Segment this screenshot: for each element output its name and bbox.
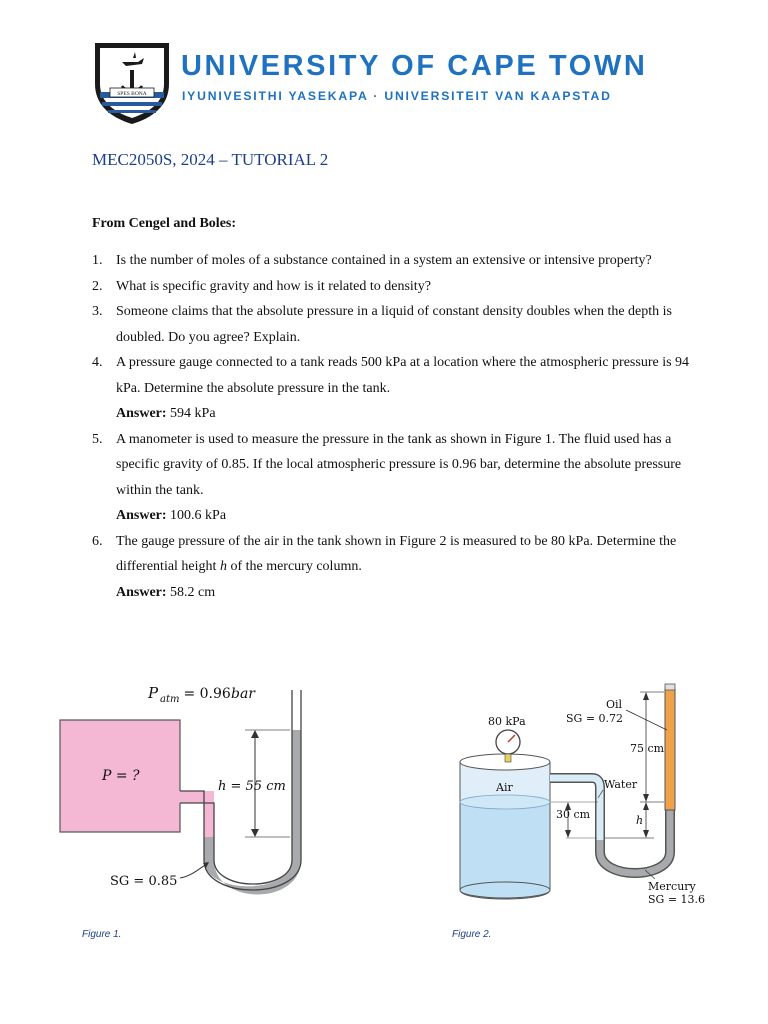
pipe-pink-vertical (204, 791, 214, 837)
sg-label: SG = 0.85 (110, 874, 178, 889)
answer-line (116, 401, 692, 427)
question-text: A manometer is used to measure the pressure in the tank as shown in Figure 1. The fluid used has a specific gravity of 0.85. If the local atmospheric pressure is 0.96 bar, determine the absolute pressure within the tank. (116, 431, 682, 498)
header (92, 40, 692, 130)
answer-line (116, 503, 692, 529)
figure-1-manometer (0, 670, 420, 930)
figure-2-manometer (440, 670, 740, 920)
patm-value: = 0.96 (179, 686, 236, 702)
figure-1-caption: Figure 1. (82, 929, 122, 940)
answer-label: Answer: (116, 584, 167, 600)
oil-column (665, 688, 675, 810)
manometer-fluid (204, 730, 301, 895)
answer-value: 58.2 cm (166, 584, 216, 600)
patm-symbol: P (148, 684, 159, 702)
question-number: 5. (92, 431, 103, 447)
mercury-label: Mercury (648, 880, 696, 893)
mercury-fluid (600, 810, 670, 873)
dim-arrow-down (251, 829, 259, 837)
question-text: Someone claims that the absolute pressure in a liquid of constant density doubles when the depth is doubled. Do you agree? Explain. (116, 304, 673, 345)
pipe-pink-horizontal (178, 791, 204, 803)
mercury-sg-label: SG = 13.6 (648, 893, 706, 906)
question-2 (92, 274, 692, 300)
question-number: 6. (92, 533, 103, 549)
oil-label: Oil (606, 698, 623, 711)
question-number: 1. (92, 253, 103, 268)
answer-label: Answer: (116, 508, 167, 523)
question-5 (92, 427, 692, 529)
patm-subscript: atm (160, 694, 180, 705)
question-list (92, 248, 692, 605)
figures (0, 670, 768, 970)
document-title: MEC2050S, 2024 – TUTORIAL 2 (92, 150, 329, 169)
answer-value: 100.6 kPa (166, 508, 227, 523)
gauge-label: 80 kPa (488, 715, 526, 728)
question-text: A pressure gauge connected to a tank reads 500 kPa at a location where the atmospheric pressure is 94 kPa. Determine the absolute pressure in the tank. (116, 355, 690, 396)
water-height-label: 30 cm (556, 808, 591, 821)
answer-value: 594 kPa (166, 406, 216, 421)
uct-crest-logo (92, 40, 172, 126)
university-subtitle: IYUNIVESITHI YASEKAPA · UNIVERSITEIT VAN KAAPSTAD (182, 89, 612, 103)
question-4 (92, 350, 692, 427)
question-6 (92, 529, 692, 606)
question-text: Is the number of moles of a substance contained in a system an extensive or intensive property? (116, 253, 652, 268)
air-label: Air (496, 781, 513, 794)
oil-sg-label: SG = 0.72 (566, 712, 624, 725)
question-1 (92, 248, 692, 274)
crest-motto: SPES BONA (117, 91, 147, 97)
height-label: h = 55 cm (218, 779, 286, 794)
question-text: The gauge pressure of the air in the tank shown in Figure 2 is measured to be 80 kPa. Determine the differential height h of the mercury column. (116, 533, 677, 574)
h-symbol: h (219, 559, 227, 574)
question-text: What is specific gravity and how is it related to density? (116, 278, 431, 294)
answer-line (116, 580, 692, 606)
answer-label: Answer: (116, 406, 167, 421)
h-label: h (636, 814, 644, 827)
water-label: Water (604, 778, 638, 791)
question-3 (92, 299, 692, 350)
question-number: 2. (92, 278, 103, 294)
water-surface (460, 795, 550, 809)
university-name: UNIVERSITY OF CAPE TOWN (181, 50, 648, 82)
tank-pressure-label: P = ? (102, 768, 140, 784)
section-heading: From Cengel and Boles: (92, 216, 237, 231)
dim-arrow-up (251, 730, 259, 738)
sg-pointer (180, 863, 208, 878)
oil-height-label: 75 cm (630, 742, 665, 755)
question-number: 4. (92, 355, 103, 370)
figure-2-caption: Figure 2. (452, 929, 492, 940)
patm-unit: bar (231, 686, 256, 702)
question-number: 3. (92, 304, 103, 319)
